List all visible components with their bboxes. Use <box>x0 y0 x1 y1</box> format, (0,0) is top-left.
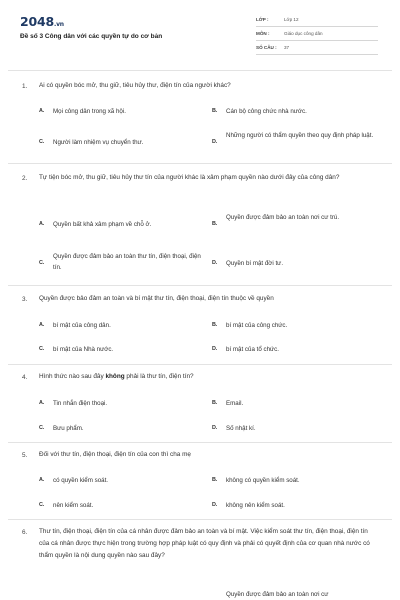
option-text[interactable]: Những người có thẩm quyền theo quy định pháp luật. <box>226 132 374 139</box>
meta-subject-row <box>256 29 378 41</box>
divider <box>8 442 392 443</box>
option-text[interactable]: Quyền được đảm bảo an toàn nơi cư trú. <box>226 214 340 221</box>
option-letter[interactable]: B. <box>212 221 218 227</box>
option-text[interactable]: Email. <box>226 400 244 407</box>
option-letter[interactable]: C. <box>39 260 45 266</box>
option-letter[interactable]: D. <box>212 425 218 431</box>
site-logo[interactable]: 2048.vn <box>20 14 64 29</box>
option-text[interactable]: Bưu phẩm. <box>53 425 84 432</box>
question-text: Đối với thư tín, điện thoại, điện tín của con thì cha mẹ <box>39 451 191 458</box>
document-header <box>0 0 400 66</box>
option-letter[interactable]: D. <box>212 260 218 266</box>
option-text[interactable]: Người làm nhiệm vụ chuyển thư. <box>53 139 144 146</box>
option-text-partial[interactable]: Quyền được đảm bảo an toàn nơi cư <box>226 591 329 598</box>
question-number: 6. <box>22 529 28 536</box>
option-letter[interactable]: B. <box>212 322 218 328</box>
meta-count-row <box>256 43 378 55</box>
option-letter[interactable]: A. <box>39 322 45 328</box>
option-letter[interactable]: D. <box>212 139 218 145</box>
option-letter[interactable]: D. <box>212 346 218 352</box>
option-letter[interactable]: C. <box>39 502 45 508</box>
option-text[interactable]: Tin nhắn điện thoại. <box>53 400 108 407</box>
option-text[interactable]: Cán bộ công chức nhà nước. <box>226 108 307 115</box>
meta-grade-label: LỚP : <box>256 17 269 22</box>
option-text[interactable]: bí mật của công dân. <box>53 322 111 329</box>
option-text[interactable]: bí mật của Nhà nước. <box>53 346 114 353</box>
question-number: 5. <box>22 452 28 459</box>
option-text[interactable]: không nên kiểm soát. <box>226 502 285 509</box>
option-letter[interactable]: C. <box>39 346 45 352</box>
meta-subject-value: Giáo dục công dân <box>284 31 323 36</box>
question-text: Quyền được bảo đảm an toàn và bí mật thư tín, điện thoại, điện tín thuộc về quyền <box>39 295 274 302</box>
question-text: Tự tiện bóc mở, thu giữ, tiêu hủy thư tín của người khác là xâm phạm quyền nào dưới đây của công dân? <box>39 174 340 181</box>
meta-count-label: SỐ CÂU : <box>256 45 277 50</box>
question-number: 2. <box>22 175 28 182</box>
option-letter[interactable]: A. <box>39 477 45 483</box>
divider <box>8 70 392 71</box>
emphasis-not: không <box>105 373 125 380</box>
question-number: 3. <box>22 296 28 303</box>
option-text[interactable]: Quyền được đảm bảo an toàn thư tín, điện thoại, điện tín. <box>53 253 201 271</box>
divider <box>8 519 392 520</box>
meta-subject-label: MÔN : <box>256 31 270 36</box>
option-text[interactable]: nên kiểm soát. <box>53 502 94 509</box>
option-letter[interactable]: C. <box>39 139 45 145</box>
option-text[interactable]: Quyền bất khả xâm phạm về chỗ ở. <box>53 221 152 228</box>
option-text[interactable]: bí mật của tổ chức. <box>226 346 279 353</box>
option-text[interactable]: Quyền bí mật đời tư. <box>226 260 284 267</box>
option-letter[interactable]: A. <box>39 221 45 227</box>
option-text[interactable]: Mọi công dân trong xã hội. <box>53 108 126 115</box>
divider <box>8 285 392 286</box>
question-text: Hình thức nào sau đây không phải là thư tín, điện tín? <box>39 373 194 380</box>
option-text[interactable]: không có quyền kiểm soát. <box>226 477 300 484</box>
option-letter[interactable]: A. <box>39 400 45 406</box>
document-title: Đề số 3 Công dân với các quyền tự do cơ bản <box>20 33 163 40</box>
option-letter[interactable]: D. <box>212 502 218 508</box>
meta-grade-row <box>256 15 378 27</box>
option-letter[interactable]: B. <box>212 477 218 483</box>
option-letter[interactable]: B. <box>212 108 218 114</box>
divider <box>8 364 392 365</box>
option-letter[interactable]: B. <box>212 400 218 406</box>
meta-grade-value: Lớp 12 <box>284 17 299 22</box>
question-text: Ai có quyền bóc mở, thu giữ, tiêu hủy thư, điện tín của người khác? <box>39 82 231 89</box>
question-text: Thư tín, điện thoại, điện tín của cá nhân được đảm bảo an toàn và bí mật. Việc kiểm soát thư tín, điện thoại, điện tín của cá nhân được thực hiện trong trường hợp pháp luật có quy định và phải có quyết định của cơ quan nhà nước có thẩm quyền là nội dung quyền nào sau đây? <box>39 528 370 559</box>
option-text[interactable]: có quyền kiểm soát. <box>53 477 109 484</box>
option-letter[interactable]: C. <box>39 425 45 431</box>
question-number: 1. <box>22 83 28 90</box>
option-text[interactable]: bí mật của công chức. <box>226 322 288 329</box>
option-letter[interactable]: A. <box>39 108 45 114</box>
divider <box>8 163 392 164</box>
question-number: 4. <box>22 374 28 381</box>
meta-count-value: 37 <box>284 45 290 50</box>
logo-suffix: .vn <box>54 21 64 28</box>
option-text[interactable]: Số nhật kí. <box>226 425 256 432</box>
